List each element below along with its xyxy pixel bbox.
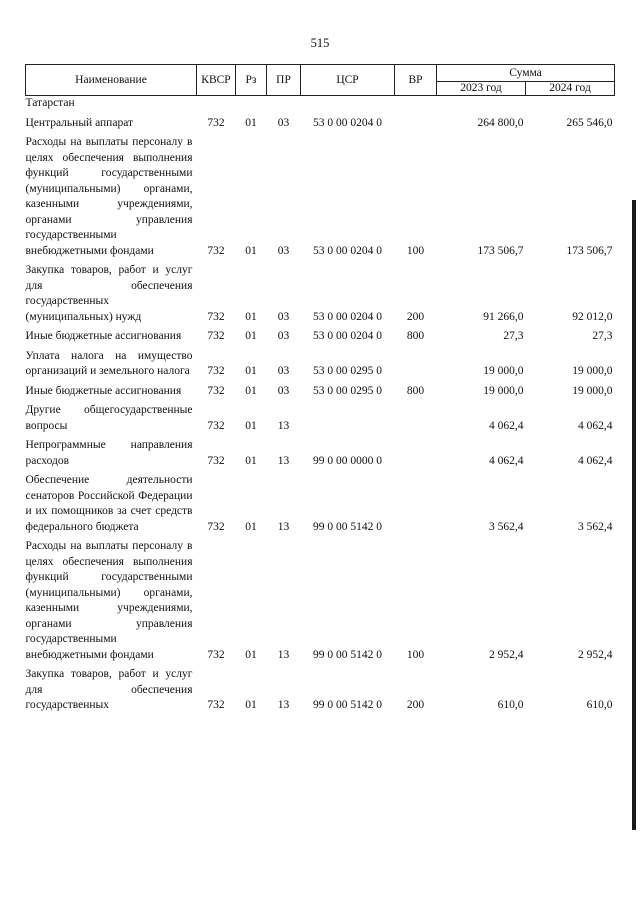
budget-table — [25, 64, 615, 714]
table-row — [26, 259, 615, 325]
row-vr — [395, 96, 437, 112]
row-sum-2024: 265 546,0 — [566, 116, 613, 129]
row-csr: 53 0 00 0204 0 — [313, 116, 382, 129]
row-pr: 03 — [277, 330, 290, 342]
header-csr: ЦСР — [301, 65, 395, 96]
row-csr: 53 0 00 0295 0 — [313, 365, 382, 377]
row-rz: 01 — [245, 648, 257, 661]
table-header — [26, 65, 615, 96]
table-row — [26, 434, 615, 469]
header-vr: ВР — [395, 65, 437, 96]
row-name: Закупка товаров, работ и услуг для обеспечения государственных (муниципальных) нужд — [25, 264, 193, 323]
header-rz: Рз — [236, 65, 267, 96]
row-name: Татарстан — [25, 97, 75, 109]
row-vr: 800 — [406, 330, 425, 342]
row-sum-2023: 4 062,4 — [489, 419, 524, 432]
row-rz: 01 — [245, 454, 257, 467]
row-csr: 99 0 00 5142 0 — [313, 648, 382, 661]
row-sum-2024: 173 506,7 — [566, 244, 613, 257]
row-sum-2024: 4 062,4 — [578, 454, 613, 467]
row-kvsr: 732 — [207, 384, 225, 397]
row-rz: 01 — [245, 310, 257, 323]
header-pr: ПР — [267, 65, 301, 96]
row-name: Иные бюджетные ассигнования — [25, 330, 182, 342]
table-row — [26, 380, 615, 400]
table-row — [26, 535, 615, 663]
row-sum-2024: 610,0 — [586, 699, 613, 711]
row-vr: 100 — [406, 244, 425, 257]
row-pr: 03 — [277, 116, 290, 129]
row-sum-2024: 27,3 — [592, 330, 613, 342]
row-csr — [301, 96, 395, 112]
row-sum-2023: 3 562,4 — [489, 520, 524, 533]
row-kvsr: 732 — [207, 648, 225, 661]
page-number: 515 — [310, 36, 330, 50]
header-year-2024: 2024 год — [526, 82, 615, 96]
row-rz: 01 — [245, 520, 257, 533]
row-kvsr: 732 — [207, 365, 225, 377]
row-sum-2023: 27,3 — [503, 330, 524, 342]
row-pr: 13 — [277, 419, 290, 432]
table-row — [26, 663, 615, 714]
row-rz: 01 — [245, 365, 257, 377]
row-name: Центральный аппарат — [25, 116, 134, 129]
row-rz: 01 — [245, 419, 257, 432]
row-sum-2023: 19 000,0 — [483, 365, 524, 377]
row-csr: 99 0 00 5142 0 — [313, 520, 382, 533]
row-name: Уплата налога на имущество организаций и земельного налога — [25, 349, 193, 377]
row-vr — [395, 112, 437, 132]
table-row — [26, 469, 615, 535]
row-vr — [395, 399, 437, 434]
row-sum-2024: 4 062,4 — [578, 419, 613, 432]
row-vr — [395, 345, 437, 380]
row-pr — [267, 96, 301, 112]
row-sum-2024: 2 952,4 — [578, 648, 613, 661]
row-pr: 13 — [277, 648, 290, 661]
scan-edge-bar — [632, 200, 636, 830]
row-pr: 13 — [277, 454, 290, 467]
row-sum-2023: 173 506,7 — [477, 244, 524, 257]
row-sum-2024: 92 012,0 — [572, 310, 613, 323]
header-kvsr: КВСР — [197, 65, 236, 96]
table-row — [26, 399, 615, 434]
row-rz: 01 — [245, 699, 257, 711]
row-pr: 03 — [277, 310, 290, 323]
row-sum-2024: 3 562,4 — [578, 520, 613, 533]
row-sum-2024: 19 000,0 — [572, 384, 613, 397]
row-sum-2023: 2 952,4 — [489, 648, 524, 661]
table-body — [26, 96, 615, 714]
row-sum-2024 — [526, 96, 615, 112]
row-rz: 01 — [245, 384, 257, 397]
row-vr — [395, 469, 437, 535]
row-vr — [395, 434, 437, 469]
row-kvsr — [197, 96, 236, 112]
row-sum-2023: 264 800,0 — [477, 116, 524, 129]
row-kvsr: 732 — [207, 699, 225, 711]
row-vr: 200 — [406, 310, 425, 323]
table-row — [26, 131, 615, 259]
table-row — [26, 325, 615, 345]
row-rz: 01 — [245, 244, 257, 257]
row-kvsr: 732 — [207, 520, 225, 533]
table-row — [26, 345, 615, 380]
row-name: Иные бюджетные ассигнования — [25, 384, 182, 397]
row-csr: 53 0 00 0204 0 — [313, 330, 382, 342]
header-name: Наименование — [26, 65, 197, 96]
row-name: Расходы на выплаты персоналу в целях обеспечения выполнения функций государственными (муниципальными) органами, казенными учреждениями, органами управления государственными внебюджетными фондами — [25, 540, 193, 661]
row-kvsr: 732 — [207, 454, 225, 467]
row-pr: 03 — [277, 244, 290, 257]
table-row — [26, 96, 615, 112]
row-pr: 03 — [277, 365, 290, 377]
row-csr: 53 0 00 0295 0 — [313, 384, 382, 397]
row-pr: 13 — [277, 699, 290, 711]
row-pr: 13 — [277, 520, 290, 533]
row-csr: 53 0 00 0204 0 — [313, 244, 382, 257]
row-name: Закупка товаров, работ и услуг для обеспечения государственных — [25, 668, 193, 711]
row-sum-2023: 610,0 — [497, 699, 524, 711]
row-name: Обеспечение деятельности сенаторов Российской Федерации и их помощников за счет средств федерального бюджета — [25, 474, 193, 533]
row-name: Непрограммные направления расходов — [25, 439, 193, 467]
row-csr: 53 0 00 0204 0 — [313, 310, 382, 323]
row-kvsr: 732 — [207, 244, 225, 257]
row-vr: 100 — [406, 648, 425, 661]
row-kvsr: 732 — [207, 330, 225, 342]
row-pr: 03 — [277, 384, 290, 397]
row-rz: 01 — [245, 330, 257, 342]
row-vr: 800 — [406, 384, 425, 397]
row-sum-2023: 4 062,4 — [489, 454, 524, 467]
header-sum: Сумма — [437, 65, 615, 82]
row-kvsr: 732 — [207, 419, 225, 432]
row-csr: 99 0 00 0000 0 — [313, 454, 382, 467]
row-sum-2023: 19 000,0 — [483, 384, 524, 397]
table-row — [26, 112, 615, 132]
row-sum-2023 — [437, 96, 526, 112]
row-name: Другие общегосударственные вопросы — [25, 404, 193, 432]
row-csr: 99 0 00 5142 0 — [313, 699, 382, 711]
row-csr — [301, 399, 395, 434]
row-rz: 01 — [245, 116, 257, 129]
row-name: Расходы на выплаты персоналу в целях обеспечения выполнения функций государственными (муниципальными) органами, казенными учреждениями, органами управления государственными внебюджетными фондами — [25, 136, 193, 257]
row-rz — [236, 96, 267, 112]
row-sum-2024: 19 000,0 — [572, 365, 613, 377]
row-vr: 200 — [406, 699, 425, 711]
row-kvsr: 732 — [207, 116, 225, 129]
row-kvsr: 732 — [207, 310, 225, 323]
row-sum-2023: 91 266,0 — [483, 310, 524, 323]
header-year-2023: 2023 год — [437, 82, 526, 96]
